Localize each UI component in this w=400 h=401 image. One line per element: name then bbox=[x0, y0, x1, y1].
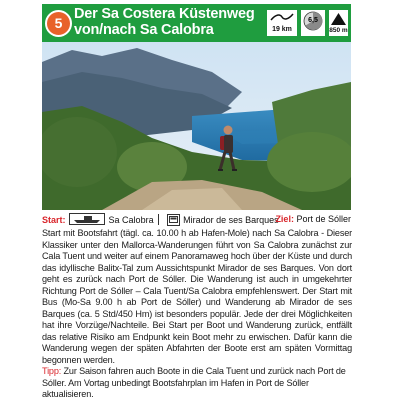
duration-box bbox=[301, 10, 325, 36]
altitude-value: 850 m bbox=[329, 27, 348, 34]
distance-box bbox=[267, 10, 297, 36]
mountain-icon bbox=[331, 13, 346, 25]
boat-icon bbox=[69, 213, 105, 225]
description-paragraph: Start mit Bootsfahrt (tägl. ca. 10.00 h ab Hafen-Mole) nach Sa Calobra - Dieser Klassiker unter den Mallorca-Wanderungen führt von Sa Calobra zunächst zur Cala Tuent und weiter auf einem Panoramaweg hoch über der Küste und durch das idyllische Balitx-Tal zum Aussichtspunkt Mirador de ses Barques. Von dort geht es zurück nach Port de Sóller. Die Wanderung ist auch in umgekehrter Richtung Port de Sóller – Cala Tuent/Sa Calobra empfehlenswert. Der Start mit Bus (Mo-Sa 9.00 h ab Port de Sóller) und Wanderung ab Mirador de ses Barques (ca. 5 Std/450 Hm) ist besonders populär. Jede der drei Möglichkeiten hat ihre Vorzüge/Nachteile. Bei Start per Boot und Wanderung zurück, entfällt das relative Risiko am Endpunkt kein Boot mehr zu erwischen. Dafür kann die Wanderung wegen der späten Abfahrten der Boote erst am späten Vormittag begonnen werden. bbox=[42, 228, 352, 365]
divider bbox=[158, 214, 159, 225]
tour-title bbox=[74, 6, 264, 38]
altitude-box bbox=[329, 10, 348, 36]
route-icon bbox=[270, 13, 294, 21]
distance-value: 19 km bbox=[272, 26, 292, 33]
tip-body: Zur Saison fahren auch Boote in die Cala Tuent und zurück nach Port de Sóller. Am Vortag unbedingt Bootsfahrplan im Hafen in Port de Sóller aktualisieren. bbox=[42, 366, 346, 399]
tour-title-line1: Der Sa Costera Küstenweg bbox=[74, 6, 255, 22]
start-label: Start: bbox=[42, 215, 66, 225]
tour-number-badge: 5 bbox=[45, 10, 72, 37]
start-goal-line bbox=[42, 213, 351, 226]
start-alt-place: Mirador de ses Barques bbox=[183, 215, 279, 225]
goal-place: Port de Sóller bbox=[296, 214, 351, 224]
tip-label: Tipp: bbox=[42, 366, 62, 376]
goal-label: Ziel: bbox=[275, 214, 294, 224]
duration-value: 6,5 bbox=[308, 17, 318, 24]
tip-paragraph bbox=[42, 366, 352, 401]
goal bbox=[275, 213, 351, 226]
bus-icon bbox=[167, 214, 180, 226]
tour-header bbox=[42, 4, 351, 42]
start-place: Sa Calobra bbox=[108, 215, 154, 225]
coast-photo bbox=[42, 42, 351, 210]
tour-title-line2: von/nach Sa Calobra bbox=[74, 22, 214, 38]
